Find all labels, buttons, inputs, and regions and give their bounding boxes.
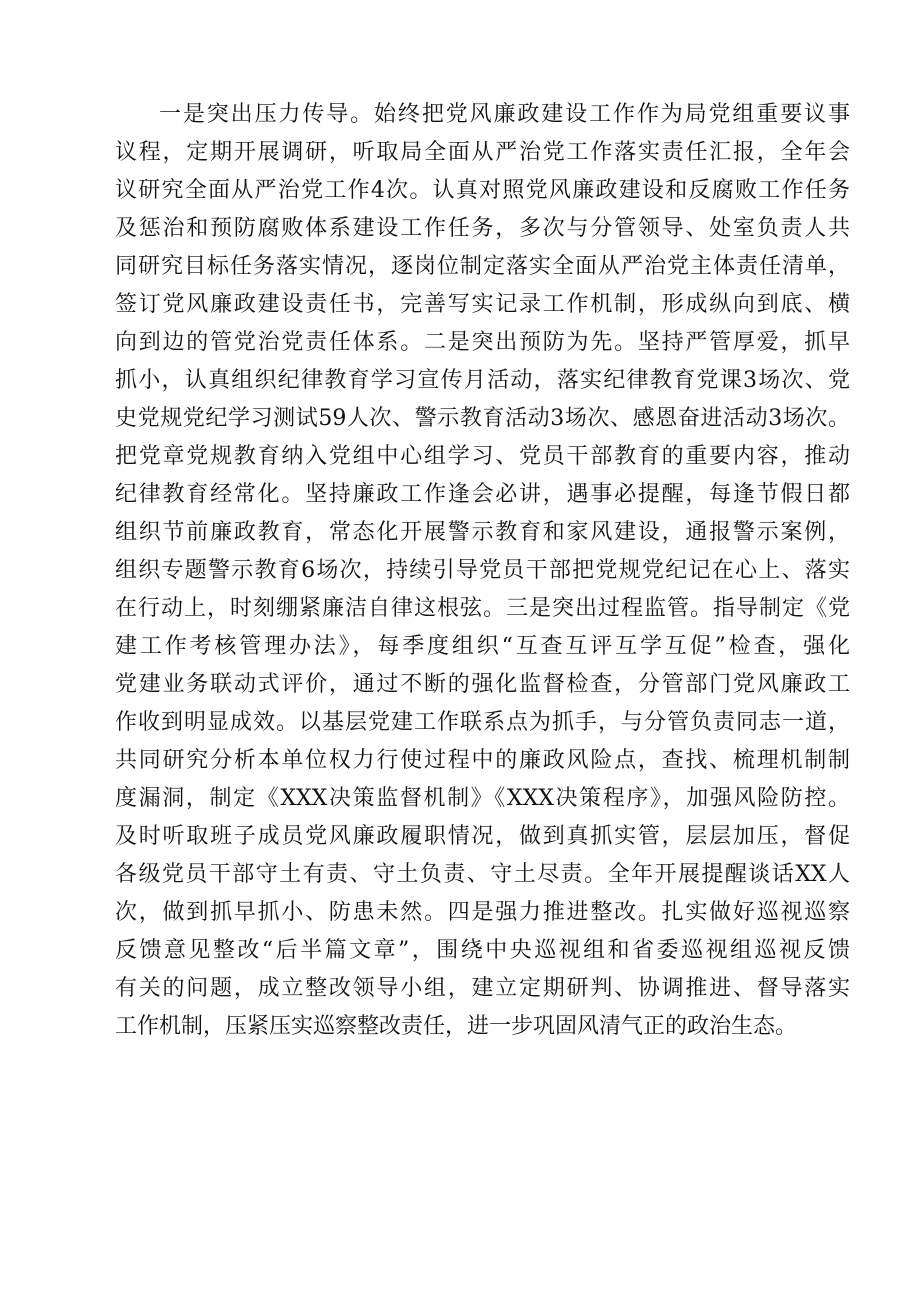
body-paragraph [115,96,850,1046]
text-line: 各级党员干部守土有责、守土负责、守土尽责。全年开展提醒谈话XX人 [115,862,850,887]
text-line: 抓小，认真组织纪律教育学习宣传月活动，落实纪律教育党课3场次、党 [115,368,850,393]
text-line: 组织节前廉政教育，常态化开展警示教育和家风建设，通报警示案例， [115,520,850,545]
text-line: 共同研究分析本单位权力行使过程中的廉政风险点，查找、梳理机制制 [115,748,850,773]
text-line: 纪律教育经常化。坚持廉政工作逢会必讲，遇事必提醒，每逢节假日都 [115,482,850,507]
text-line: 把党章党规教育纳入党组中心组学习、党员干部教育的重要内容，推动 [115,444,850,469]
text-line: 向到边的管党治党责任体系。二是突出预防为先。坚持严管厚爱，抓早 [115,330,850,355]
text-line: 签订党风廉政建设责任书，完善写实记录工作机制，形成纵向到底、横 [115,292,850,317]
text-line: 组织专题警示教育6场次，持续引导党员干部把党规党纪记在心上、落实 [115,558,850,583]
text-line: 史党规党纪学习测试59人次、警示教育活动3场次、感恩奋进活动3场次。 [115,406,850,431]
text-line: 度漏洞，制定《XXX决策监督机制》《XXX决策程序》，加强风险防控。 [115,786,850,811]
text-line: 次，做到抓早抓小、防患未然。四是强力推进整改。扎实做好巡视巡察 [115,900,850,925]
text-line: 同研究目标任务落实情况，逐岗位制定落实全面从严治党主体责任清单， [115,254,850,279]
text-line: 有关的问题，成立整改领导小组，建立定期研判、协调推进、督导落实 [115,976,850,1001]
text-line: 建工作考核管理办法》，每季度组织“互查互评互学互促”检查，强化 [115,634,850,659]
text-line: 一是突出压力传导。始终把党风廉政建设工作作为局党组重要议事 [159,102,850,127]
text-line: 作收到明显成效。以基层党建工作联系点为抓手，与分管负责同志一道， [115,710,850,735]
text-line: 议研究全面从严治党工作4次。认真对照党风廉政建设和反腐败工作任务 [115,178,850,203]
text-line: 工作机制，压紧压实巡察整改责任，进一步巩固风清气正的政治生态。 [115,1014,798,1039]
text-line: 及时听取班子成员党风廉政履职情况，做到真抓实管，层层加压，督促 [115,824,850,849]
text-line: 议程，定期开展调研，听取局全面从严治党工作落实责任汇报，全年会 [115,140,850,165]
text-line: 在行动上，时刻绷紧廉洁自律这根弦。三是突出过程监管。指导制定《党 [115,596,850,621]
text-line: 及惩治和预防腐败体系建设工作任务，多次与分管领导、处室负责人共 [115,216,850,241]
text-line: 反馈意见整改“后半篇文章”，围绕中央巡视组和省委巡视组巡视反馈 [115,938,850,963]
text-line: 党建业务联动式评价，通过不断的强化监督检查，分管部门党风廉政工 [115,672,850,697]
